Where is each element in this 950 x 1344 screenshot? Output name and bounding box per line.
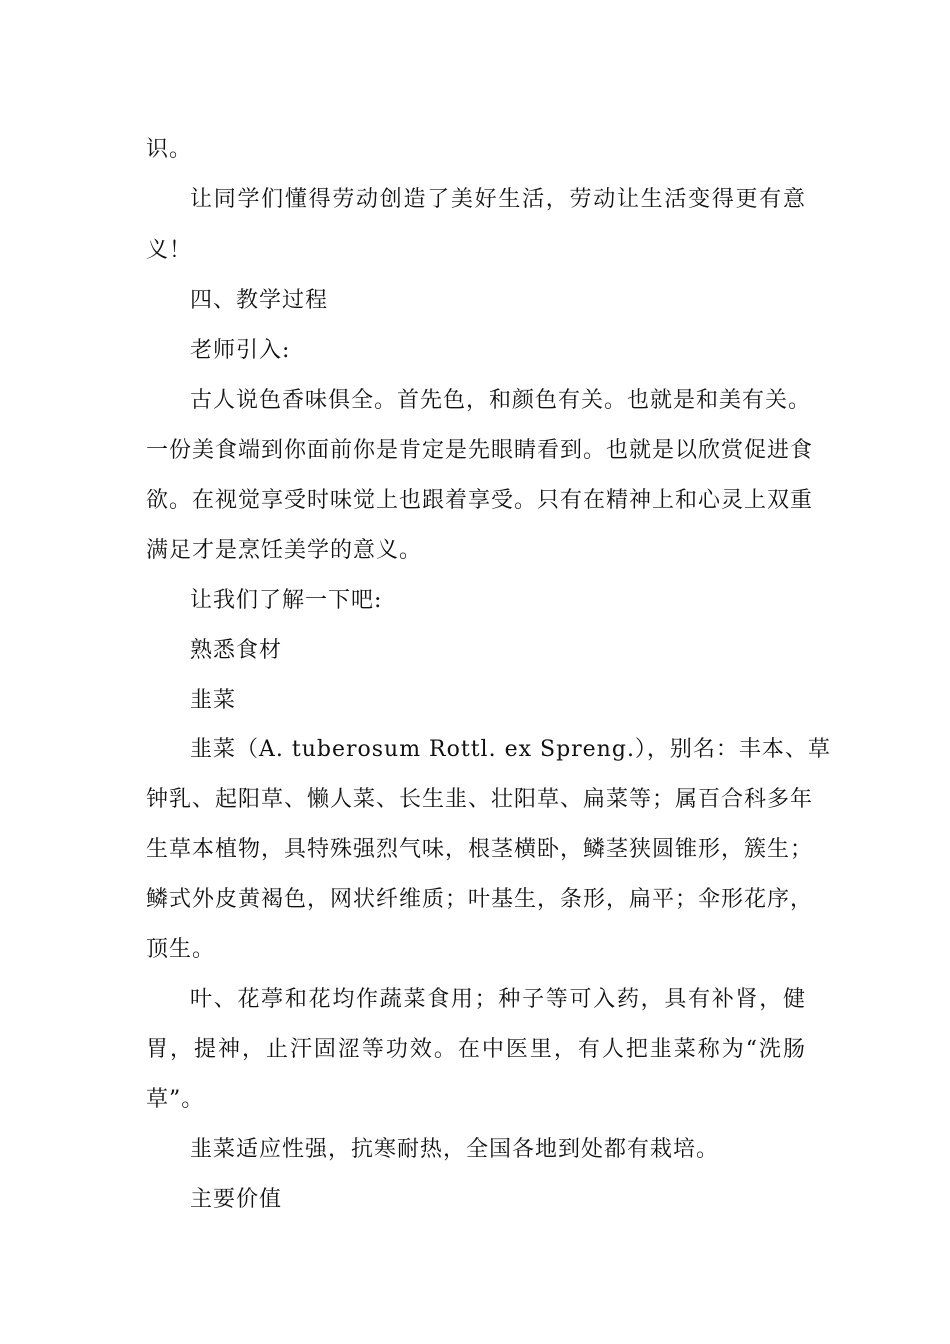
text-line-19: 胃，提神，止汗固涩等功效。在中医里，有人把韭菜称为“洗肠 [146, 1037, 806, 1062]
text-line-12: 韭菜 [190, 688, 237, 713]
text-line-6: 古人说色香味俱全。首先色，和颜色有关。也就是和美有关。 [190, 388, 812, 413]
text-line-14: 钟乳、起阳草、懒人菜、长生韭、壮阳草、扁菜等；属百合科多年 [146, 787, 814, 812]
text-line-15: 生草本植物，具特殊强烈气味，根茎横卧，鳞茎狭圆锥形，簇生； [146, 837, 814, 862]
section-heading: 四、教学过程 [190, 288, 329, 313]
text-line-13: 韭菜（A. tuberosum Rottl. ex Spreng.），别名：丰本、草 [190, 737, 831, 762]
text-line-17: 顶生。 [146, 937, 216, 962]
text-line-7: 一份美食端到你面前你是肯定是先眼睛看到。也就是以欣赏促进食 [146, 438, 814, 463]
text-line-18: 叶、花葶和花均作蔬菜食用；种子等可入药，具有补肾，健 [190, 987, 806, 1012]
text-line-11: 熟悉食材 [190, 638, 283, 663]
text-line-22: 主要价值 [190, 1187, 283, 1212]
text-line-5: 老师引入: [190, 338, 291, 363]
text-line-8: 欲。在视觉享受时味觉上也跟着享受。只有在精神上和心灵上双重 [146, 488, 814, 513]
text-line-21: 韭菜适应性强，抗寒耐热，全国各地到处都有栽培。 [190, 1137, 720, 1162]
text-line-1: 识。 [146, 137, 193, 162]
text-line-16: 鳞式外皮黄褐色，网状纤维质；叶基生，条形，扁平；伞形花序， [146, 887, 814, 912]
text-line-2: 让同学们懂得劳动创造了美好生活，劳动让生活变得更有意 [190, 187, 806, 212]
text-line-20: 草”。 [146, 1087, 205, 1112]
text-line-9: 满足才是烹饪美学的意义。 [146, 538, 423, 563]
text-line-3: 义！ [146, 238, 193, 263]
text-line-10: 让我们了解一下吧: [190, 588, 383, 613]
